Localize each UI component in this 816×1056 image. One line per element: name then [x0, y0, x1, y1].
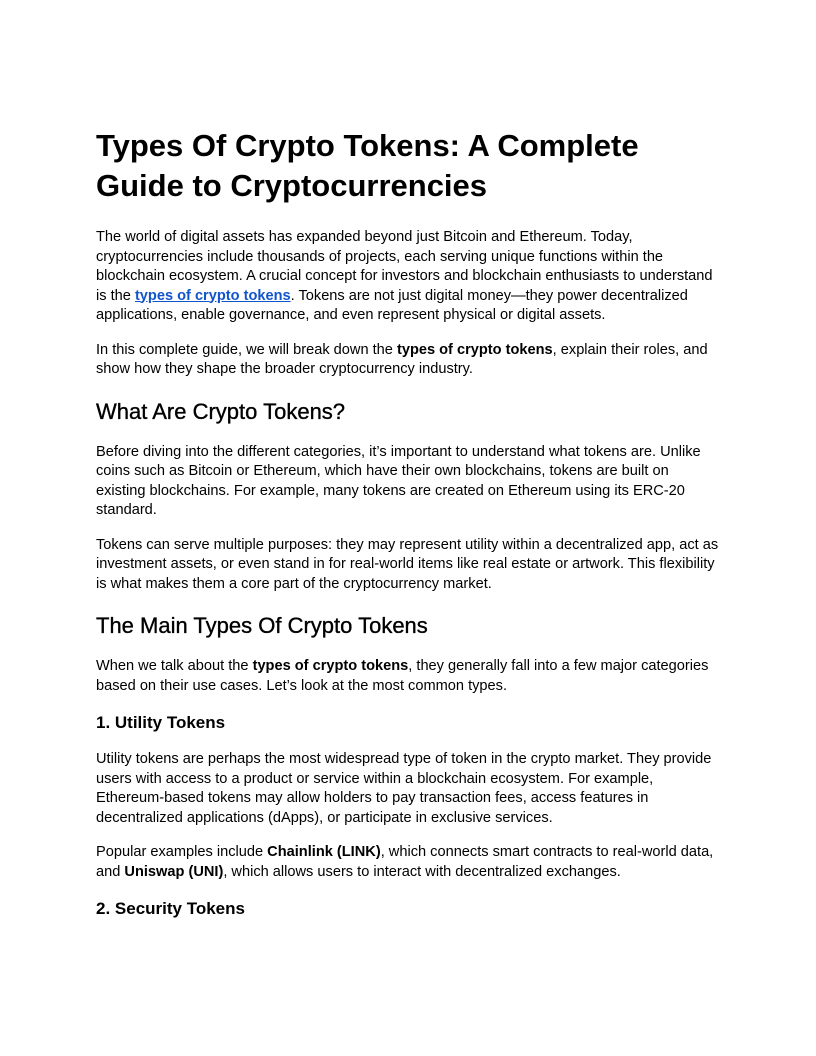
section1-paragraph-2: Tokens can serve multiple purposes: they may represent utility within a decentralized app, act as investment assets, or even stand in for real-world items like real estate or artwork. This flexibility is what makes them a core part of the cryptocurrency market. [96, 536, 719, 592]
utility-paragraph-2: Popular examples include Chainlink (LINK), which connects smart contracts to real-world data, and Uniswap (UNI), which allows users to interact with decentralized exchanges. [96, 844, 714, 880]
bold-uniswap: Uniswap (UNI) [124, 863, 224, 880]
title-line-2: Guide to Cryptocurrencies [96, 168, 488, 203]
bold-chainlink: Chainlink (LINK) [267, 844, 381, 860]
subheading-utility-tokens: 1. Utility Tokens [96, 713, 226, 732]
subheading-security-tokens: 2. Security Tokens [96, 899, 245, 918]
title-line-1: Types Of Crypto Tokens: A Complete [96, 128, 639, 163]
page-title [96, 126, 720, 206]
bold-phrase: types of crypto tokens [396, 341, 553, 358]
intro-paragraph-1: The world of digital assets has expanded beyond just Bitcoin and Ethereum. Today, cryptocurrencies include thousands of projects, each serving unique functions within the blockchain ecosystem. A crucial concept for investors and blockchain enthusiasts to understand is the types of crypto tokens. Tokens are not just digital money—they power decentralized applications, enable governance, and even represent physical or digital assets. [96, 229, 713, 323]
document-page [96, 126, 720, 936]
types-of-crypto-tokens-link[interactable]: types of crypto tokens [134, 287, 291, 304]
intro-paragraph-2: In this complete guide, we will break down the types of crypto tokens, explain their roles, and show how they shape the broader cryptocurrency industry. [96, 341, 708, 377]
section-heading-main-types: The Main Types Of Crypto Tokens [96, 613, 428, 638]
section-heading-what-are-tokens: What Are Crypto Tokens? [96, 398, 346, 424]
section1-paragraph-1: Before diving into the different categories, it’s important to understand what tokens are. Unlike coins such as Bitcoin or Ethereum, which have their own blockchains, tokens are built on existing blockchains. For example, many tokens are created on Ethereum using its ERC-20 standard. [96, 443, 701, 518]
bold-phrase: types of crypto tokens [252, 658, 409, 674]
section2-paragraph-1: When we talk about the types of crypto tokens, they generally fall into a few major categories based on their use cases. Let’s look at the most common types. [96, 658, 709, 694]
utility-paragraph-1: Utility tokens are perhaps the most widespread type of token in the crypto market. They provide users with access to a product or service within a blockchain ecosystem. For example, Ethereum-based tokens may allow holders to pay transaction fees, access features in decentralized applications (dApps), or participate in exclusive services. [96, 751, 712, 826]
